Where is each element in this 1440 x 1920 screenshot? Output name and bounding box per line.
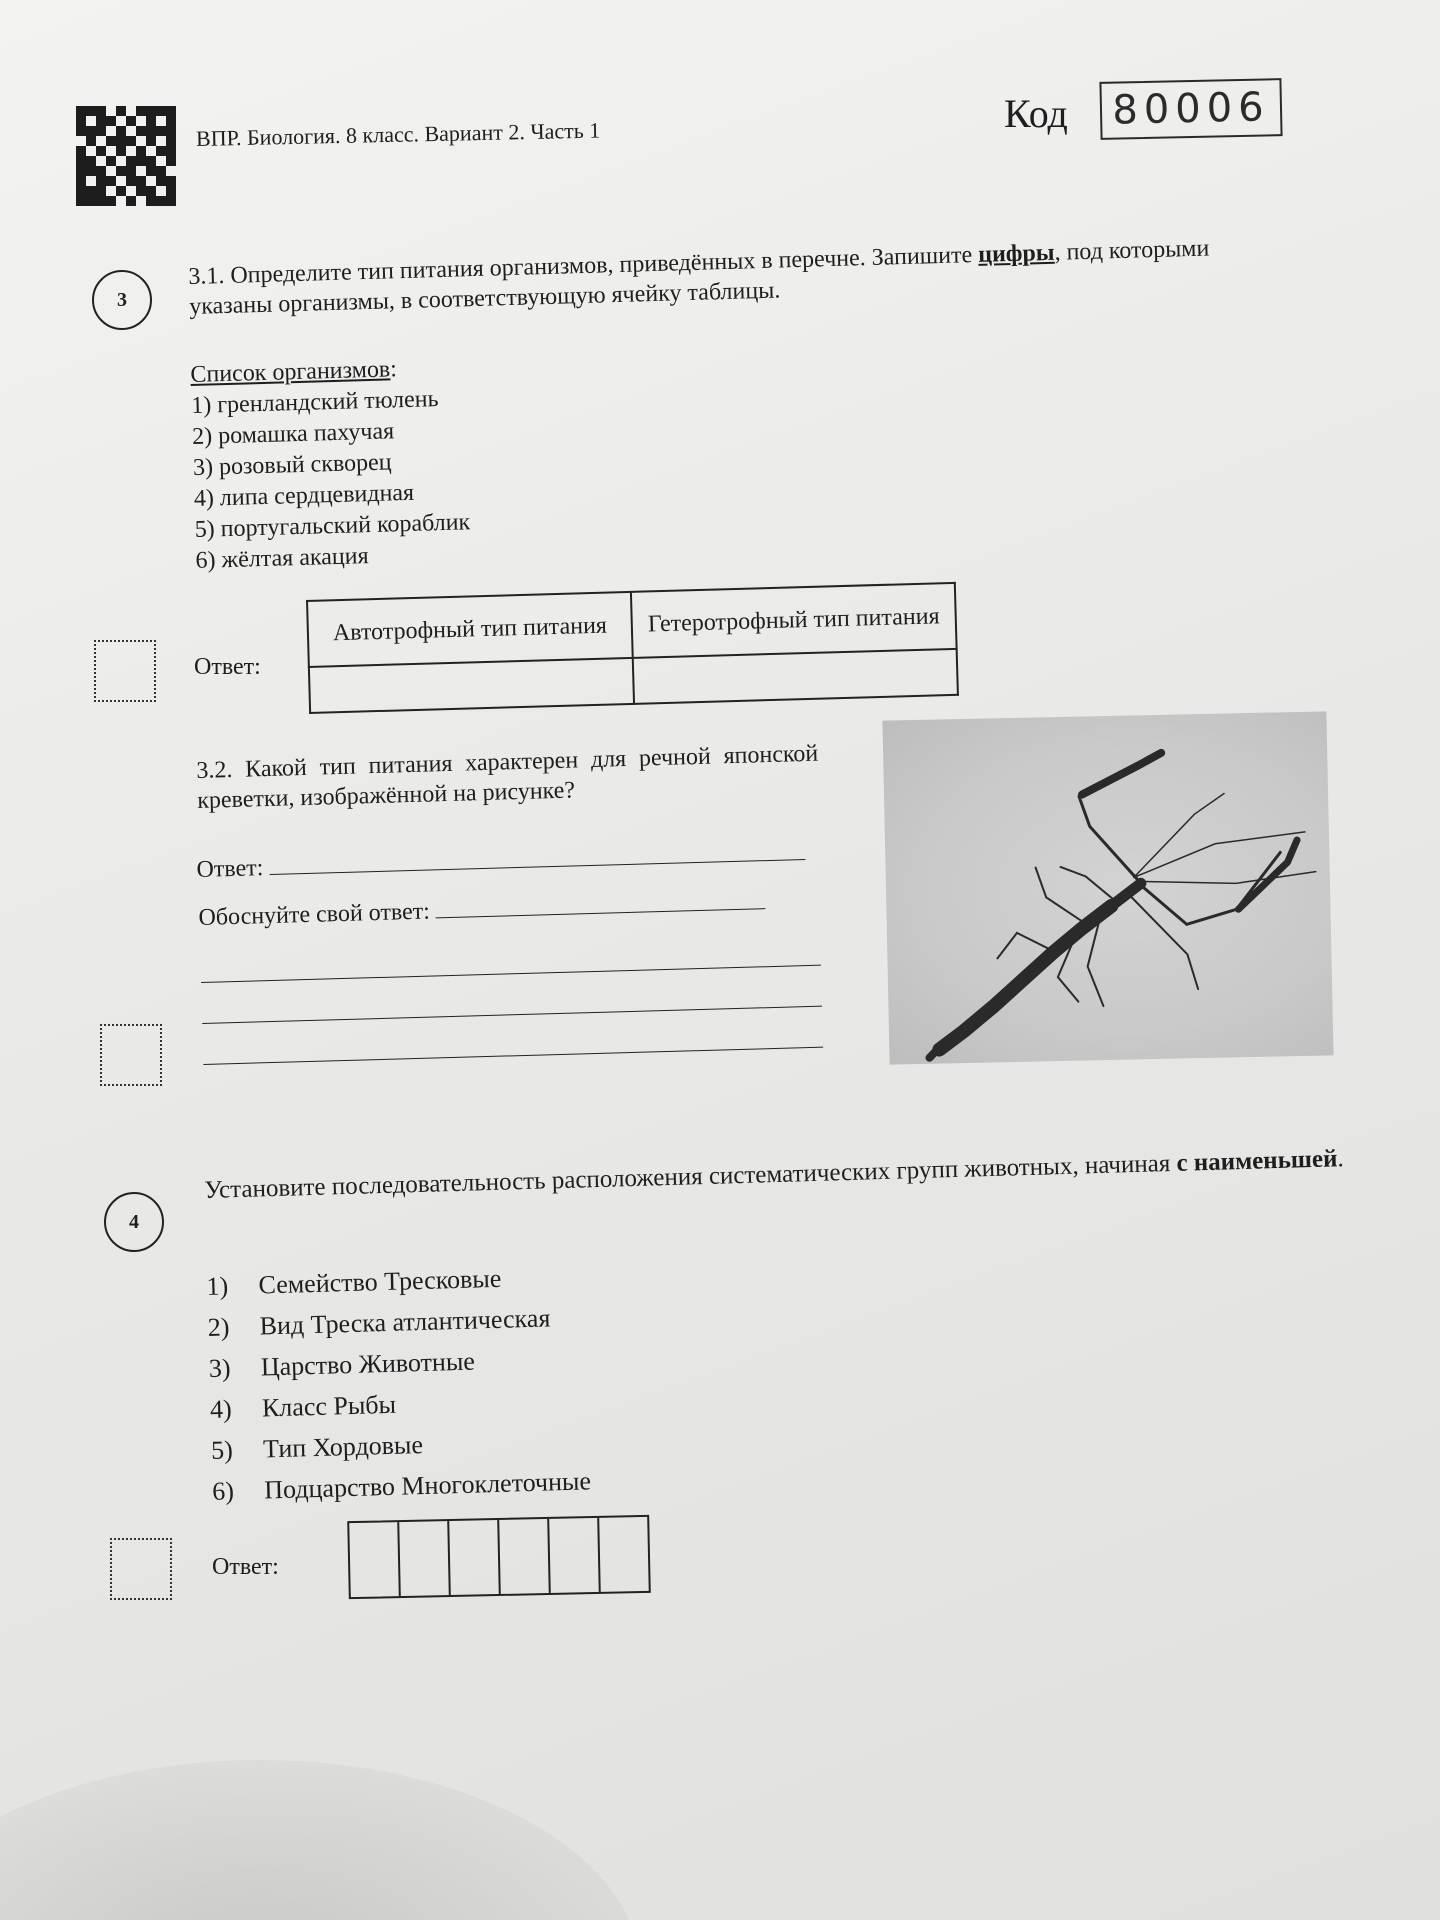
table-header-autotroph: Автотрофный тип питания <box>307 592 633 667</box>
answer-label-4: Ответ: <box>212 1554 279 1580</box>
score-box-4 <box>110 1538 172 1600</box>
organism-item: 5) португальский кораблик <box>194 509 471 543</box>
question-3-2-text: 3.2. Какой тип питания характерен для речной японской креветки, изображённой на рисунке? <box>196 740 819 814</box>
answer-cell[interactable] <box>399 1521 451 1596</box>
justify-row <box>198 882 829 933</box>
answer-line-3-2[interactable] <box>269 835 805 875</box>
answer-cell[interactable] <box>449 1520 501 1595</box>
shrimp-photo <box>882 711 1333 1064</box>
answer-label-3-2: Ответ: <box>196 855 264 883</box>
question-3-1-emph: цифры <box>977 239 1055 268</box>
score-box-3-1 <box>94 640 156 702</box>
sequence-answer-cells <box>347 1515 651 1599</box>
sequence-list <box>206 1255 591 1511</box>
question-3-number: 3 <box>92 270 152 330</box>
sequence-item: 4) Класс Рыбы <box>209 1389 397 1424</box>
question-4-text <box>204 1144 1354 1206</box>
shrimp-icon <box>882 711 1333 1064</box>
organism-item: 4) липа сердцевидная <box>193 479 415 512</box>
question-4-main: Установите последовательность расположения систематических групп животных, начиная <box>204 1149 1177 1204</box>
autotroph-answer-cell[interactable] <box>309 658 634 713</box>
code-box: 80006 <box>1099 78 1282 140</box>
question-4-end: . <box>1337 1145 1345 1173</box>
sequence-item: 3) Царство Животные <box>208 1346 476 1383</box>
sequence-item: 2) Вид Треска атлантическая <box>207 1303 551 1342</box>
question-3-1-text <box>188 231 1299 322</box>
question-4-number: 4 <box>104 1192 164 1252</box>
organism-list <box>190 352 471 577</box>
answer-cell[interactable] <box>349 1522 401 1597</box>
organism-item: 2) ромашка пахучая <box>191 418 395 450</box>
organism-item: 6) жёлтая акация <box>195 543 369 574</box>
organism-list-title: Список организмов <box>190 356 391 388</box>
header-title: ВПР. Биология. 8 класс. Вариант 2. Часть 1 <box>195 117 601 151</box>
code-label: Код <box>1004 91 1068 136</box>
qr-code <box>76 106 176 206</box>
question-4-emph: с наименьшей <box>1176 1145 1338 1177</box>
sequence-item: 1) Семейство Тресковые <box>206 1263 502 1301</box>
nutrition-table <box>306 582 959 714</box>
page-shadow <box>0 1760 640 1920</box>
organism-item: 3) розовый скворец <box>192 449 392 481</box>
heterotroph-answer-cell[interactable] <box>633 649 958 704</box>
sequence-item: 6) Подцарство Многоклеточные <box>211 1466 592 1506</box>
answer-cell[interactable] <box>499 1519 551 1594</box>
question-3-1-intro: 3.1. Определите тип питания организмов, приведённых в перечне. Запишите <box>188 241 979 290</box>
justify-extra-lines <box>200 925 823 1065</box>
question-3-1-rest: , под которыми указаны организмы, в соответствующую ячейку таблицы. <box>188 235 1210 320</box>
table-header-heterotroph: Гетеротрофный тип питания <box>631 583 957 658</box>
organism-list-colon: : <box>389 356 398 383</box>
answer-row-3-2 <box>196 834 827 885</box>
justify-line[interactable] <box>435 884 766 918</box>
score-box-3-2 <box>100 1024 162 1086</box>
answer-cell[interactable] <box>549 1518 601 1593</box>
sequence-item: 5) Тип Хордовые <box>210 1430 424 1465</box>
justify-label: Обоснуйте свой ответ: <box>198 898 431 931</box>
organism-item: 1) гренландский тюлень <box>190 386 439 419</box>
answer-cell[interactable] <box>599 1517 649 1592</box>
answer-label-3-1: Ответ: <box>194 654 261 680</box>
